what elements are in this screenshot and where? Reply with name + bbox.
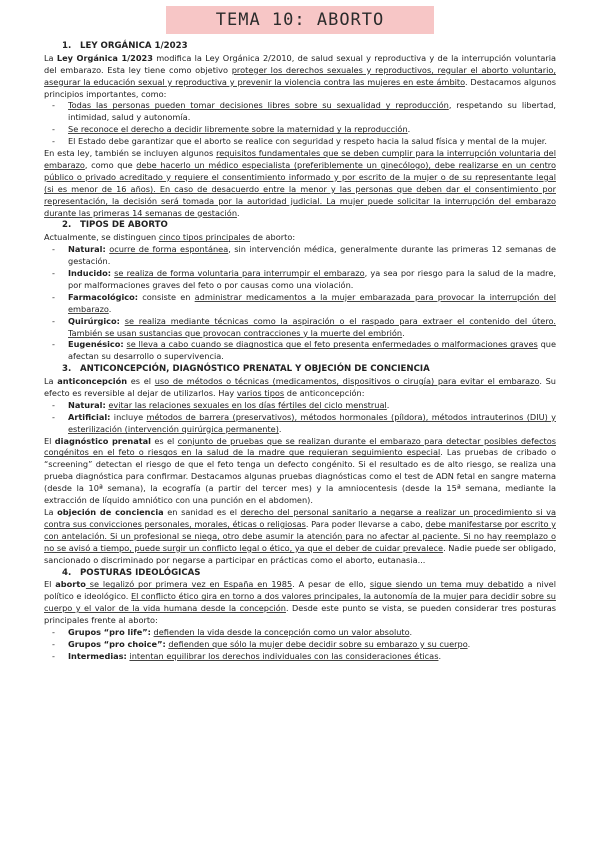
list-item: - Natural: evitar las relaciones sexuales en los días fértiles del ciclo menstrual.: [68, 400, 556, 412]
section-heading-3: [44, 363, 556, 376]
list-item: - Se reconoce el derecho a decidir libremente sobre la maternidad y la reproducción.: [68, 124, 556, 136]
bullet-list: [44, 244, 556, 363]
section-heading-2: [44, 219, 556, 232]
list-item: - Artificial: incluye métodos de barrera (preservativos), métodos hormonales (píldora), métodos intrauterinos (DIU) y esterilización (intervención quirúrgica permanente).: [68, 412, 556, 436]
paragraph: La anticoncepción es el uso de métodos o técnicas (medicamentos, dispositivos o cirugía) para evitar el embarazo. Su efecto es reversible al dejar de utilizarlos. Hay varios tipos de anticoncepción:: [44, 376, 556, 398]
bullet-list: [44, 100, 556, 148]
section-number: 2.: [62, 220, 72, 231]
title-banner: [0, 6, 600, 36]
bullet-list: [44, 627, 556, 663]
list-item: - El Estado debe garantizar que el aborto se realice con seguridad y respeto hacia la salud física y mental de la mujer.: [68, 136, 556, 148]
list-item: - Farmacológico: consiste en administrar medicamentos a la mujer embarazada para provocar la interrupción del embarazo.: [68, 292, 556, 316]
paragraph: En esta ley, también se incluyen algunos requisitos fundamentales que se deben cumplir para la interrupción voluntaria del embarazo, como que debe hacerlo un médico especialista (preferiblemente un ginecólogo), debe realizarse en un centro público o privado acreditado y requiere el consentimiento informado y por escrito de la mujer o de su representante legal (si es menor de 16 años). En caso de desacuerdo entre la menor y las personas que deben dar el consentimiento por representación, la decisión será tomada por la autoridad judicial. La mujer puede solicitar la interrupción del embarazo durante las primeras 14 semanas de gestación.: [44, 148, 556, 218]
bullet-list: [44, 400, 556, 436]
section-heading-1: [44, 40, 556, 53]
section-title: ANTICONCEPCIÓN, DIAGNÓSTICO PRENATAL Y OBJECIÓN DE CONCIENCIA: [80, 364, 430, 375]
document-body: [44, 40, 556, 663]
paragraph: El aborto se legalizó por primera vez en España en 1985. A pesar de ello, sigue siendo un tema muy debatido a nivel político e ideológico. El conflicto ético gira en torno a dos valores principales, la autonomía de la mujer para decidir sobre su cuerpo y el valor de la vida humana desde la concepción. Desde este punto se vista, se pueden considerar tres posturas principales frente al aborto:: [44, 579, 556, 626]
list-item: - Natural: ocurre de forma espontánea, sin intervención médica, generalmente durante las primeras 12 semanas de gestación.: [68, 244, 556, 268]
list-item: - Quirúrgico: se realiza mediante técnicas como la aspiración o el raspado para extraer el contenido del útero. También se usan sustancias que provocan contracciones y la muerte del embrión.: [68, 316, 556, 340]
section-number: 4.: [62, 567, 72, 578]
section-title: POSTURAS IDEOLÓGICAS: [80, 567, 201, 578]
paragraph: La Ley Orgánica 1/2023 modifica la Ley Orgánica 2/2010, de salud sexual y reproductiva y de la interrupción voluntaria del embarazo. Esta ley tiene como objetivo proteger los derechos sexuales y reproductivos, regular el aborto voluntario, asegurar la educación sexual y reproductiva y prevenir la violencia contra las mujeres en este ámbito. Destacamos algunos principios importantes, como:: [44, 52, 556, 99]
paragraph: La objeción de conciencia en sanidad es el derecho del personal sanitario a negarse a realizar un procedimiento si va contra sus convicciones personales, morales, éticas o religiosas. Para poder llevarse a cabo, debe manifestarse por escrito y con antelación. Si un profesional se niega, otro debe asumir la atención para no afectar al paciente. Si no hay reemplazo o no se avisó a tiempo, puede surgir un conflicto legal o ético, ya que el deber de cuidar prevalece. Nadie puede ser obligado, sancionado o discriminado por negarse a participar en prácticas como el aborto, eutanasia...: [44, 507, 557, 565]
paragraph: El diagnóstico prenatal es el conjunto de pruebas que se realizan durante el embarazo para detectar posibles defectos congénitos en el feto o riesgos en la salud de la madre que requieran seguimiento especial. Las pruebas de cribado o “screening” detectan el riesgo de que el feto tenga un defecto congénito. Si el resultado es de alto riesgo, se realiza una prueba diagnóstica para confirmar. Destacamos algunas pruebas diagnósticas como el test de ADN fetal en sangre materna (desde la 10ª semana), la ecografía (a partir del tercer mes) y la amniocentesis (desde la 15ª semana, mediante la extracción de líquido amniótico con una punción en el abdomen).: [44, 435, 556, 506]
list-item: - Grupos “pro choice”: defienden que sólo la mujer debe decidir sobre su embarazo y su cuerpo.: [68, 639, 556, 651]
section-title: TIPOS DE ABORTO: [80, 220, 168, 231]
section-number: 3.: [62, 364, 72, 375]
list-item: - Inducido: se realiza de forma voluntaria para interrumpir el embarazo, ya sea por riesgo para la salud de la madre, por malformaciones graves del feto o por causas como una violación.: [68, 268, 556, 292]
list-item: - Eugenésico: se lleva a cabo cuando se diagnostica que el feto presenta enfermedades o malformaciones graves que afectan su desarrollo o supervivencia.: [68, 339, 556, 363]
section-heading-4: [44, 567, 556, 580]
section-number: 1.: [62, 41, 72, 51]
list-item: - Grupos “pro life”: defienden la vida desde la concepción como un valor absoluto.: [68, 627, 556, 639]
page-title: TEMA 10: ABORTO: [166, 6, 435, 34]
section-title: LEY ORGÁNICA 1/2023: [80, 41, 188, 51]
list-item: - Todas las personas pueden tomar decisiones libres sobre su sexualidad y reproducción, respetando su libertad, intimidad, salud y autonomía.: [68, 100, 556, 124]
list-item: - Intermedias: intentan equilibrar los derechos individuales con las consideraciones éticas.: [68, 651, 556, 663]
paragraph: Actualmente, se distinguen cinco tipos principales de aborto:: [44, 232, 296, 243]
